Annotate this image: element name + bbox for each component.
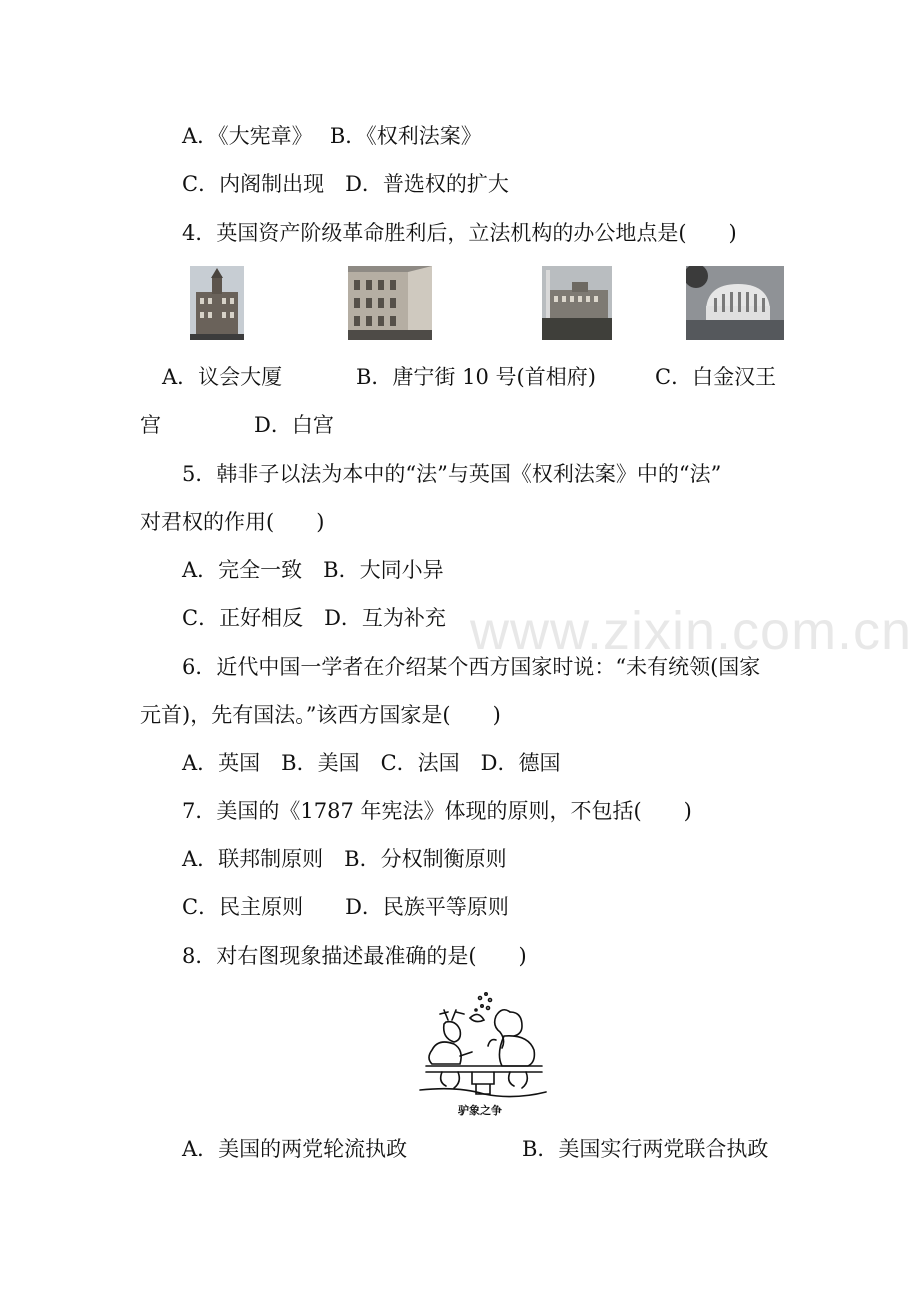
q4-option-c-continued: 宫	[140, 413, 161, 437]
q5-options-row-2: C．正好相反 D．互为补充	[182, 606, 446, 630]
q5-options-row-1: A．完全一致 B．大同小异	[182, 558, 444, 582]
q4-stem: 4．英国资产阶级革命胜利后，立法机构的办公地点是( )	[182, 221, 737, 245]
cartoon-caption: 驴象之争	[458, 1104, 502, 1117]
q4-option-c: C．白金汉王	[655, 365, 777, 389]
q6-stem-line-1: 6．近代中国一学者在介绍某个西方国家时说：“未有统领(国家	[182, 655, 761, 679]
q7-options-row-2: C．民主原则 D．民族平等原则	[182, 895, 509, 919]
watermark: www.zixin.com.cn	[470, 601, 913, 661]
donkey-elephant-cartoon	[418, 990, 548, 1110]
photo-parliament-building	[190, 266, 244, 340]
q5-stem-line-2: 对君权的作用( )	[140, 510, 325, 534]
q7-stem: 7．美国的《1787 年宪法》体现的原则，不包括( )	[182, 799, 692, 823]
q7-options-row-1: A．联邦制原则 B．分权制衡原则	[182, 847, 507, 871]
q8-option-a: A．美国的两党轮流执政	[182, 1137, 408, 1161]
q5-stem-line-1: 5．韩非子以法为本中的“法”与英国《权利法案》中的“法”	[182, 462, 722, 486]
q6-options-row-1: A．英国 B．美国 C．法国 D．德国	[182, 751, 561, 775]
q3-options-row-1: A．《大宪章》 B．《权利法案》	[182, 124, 482, 148]
q4-option-a: A．议会大厦	[162, 365, 283, 389]
q3-options-row-2: C．内阁制出现 D．普选权的扩大	[182, 172, 509, 196]
q8-option-b: B．美国实行两党联合执政	[522, 1137, 769, 1161]
photo-downing-street	[348, 266, 432, 340]
q6-stem-line-2: 元首)，先有国法。”该西方国家是( )	[140, 703, 501, 727]
q4-option-b: B．唐宁街 10 号(首相府)	[356, 365, 596, 389]
q8-stem: 8．对右图现象描述最准确的是( )	[182, 944, 527, 968]
q4-option-d: D．白宫	[254, 413, 334, 437]
photo-buckingham-palace	[542, 266, 612, 340]
photo-white-house	[686, 266, 784, 340]
